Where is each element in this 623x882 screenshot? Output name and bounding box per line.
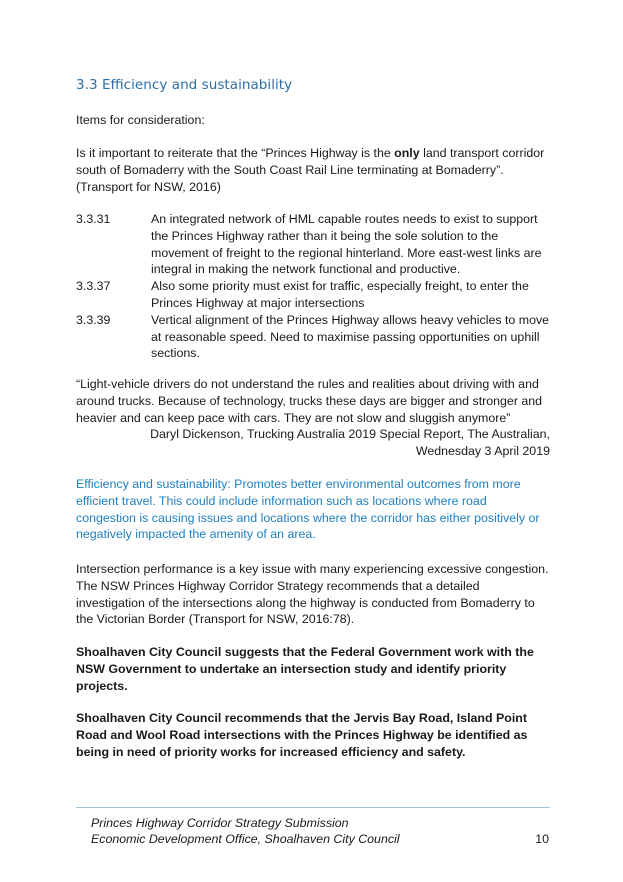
item-number: 3.3.31	[76, 212, 111, 226]
reiterate-text-bold: only	[394, 146, 420, 160]
quote-block	[76, 376, 550, 460]
numbered-items-list	[76, 211, 550, 362]
quote-attribution-line1: Daryl Dickenson, Trucking Australia 2019 Special Report, The Australian,	[150, 427, 550, 442]
list-item	[76, 312, 550, 362]
quote-attribution-line2: Wednesday 3 April 2019	[415, 444, 550, 459]
list-item	[76, 278, 550, 312]
footer-divider	[76, 807, 550, 808]
item-text: Also some priority must exist for traffic, especially freight, to enter the Princes Highway at major intersections	[151, 279, 529, 310]
reiterate-paragraph	[76, 145, 550, 195]
reiterate-text-after: land transport corridor south of Bomaderry with the South Coast Rail Line terminating at Bomaderry”. (Transport for NSW, 2016)	[76, 146, 545, 194]
page-number: 10	[535, 832, 549, 846]
list-item	[76, 211, 550, 278]
page-footer	[91, 815, 549, 847]
item-text: Vertical alignment of the Princes Highway allows heavy vehicles to move at reasonable speed. Need to maximise passing opportunities on uphill sections.	[151, 312, 550, 361]
intersection-performance-paragraph: Intersection performance is a key issue with many experiencing excessive congestion. The NSW Princes Highway Corridor Strategy recommends that a detailed investigation of the intersections along the highway is conducted from Bomaderry to the Victorian Border (Transport for NSW, 2016:78).	[76, 562, 549, 627]
item-number: 3.3.39	[76, 312, 111, 327]
efficiency-criterion-text: Efficiency and sustainability: Promotes better environmental outcomes from more efficient travel. This could include information such as locations where road congestion is causing issues and locations where the corridor has either positively or negatively impacted the amenity of an area.	[76, 477, 540, 542]
item-text: An integrated network of HML capable routes needs to exist to support the Princes Highway rather than it being the sole solution to the movement of freight to the regional hinterland. More east-west links are integral in making the network functional and productive.	[151, 212, 542, 277]
intro-text: Items for consideration:	[76, 113, 205, 127]
item-number: 3.3.37	[76, 279, 111, 294]
council-recommendation-paragraph: Shoalhaven City Council recommends that the Jervis Bay Road, Island Point Road and Wool Road intersections with the Princes Highway be identified as being in need of priority works for increased efficiency and safety.	[76, 711, 528, 759]
section-heading: 3.3 Efficiency and sustainability	[76, 77, 293, 93]
council-suggestion-paragraph: Shoalhaven City Council suggests that the Federal Government work with the NSW Government to undertake an intersection study and identify priority projects.	[76, 645, 534, 693]
quote-text: “Light-vehicle drivers do not understand the rules and realities about driving with and around trucks. Because of technology, trucks these days are bigger and stronger and heavier and can keep pace with cars. They are not slow and sluggish anymore”	[76, 377, 543, 425]
footer-line1: Princes Highway Corridor Strategy Submission	[91, 816, 349, 830]
reiterate-text-before: Is it important to reiterate that the “Princes Highway is the	[76, 146, 395, 160]
footer-line2: Economic Development Office, Shoalhaven City Council	[91, 832, 400, 846]
